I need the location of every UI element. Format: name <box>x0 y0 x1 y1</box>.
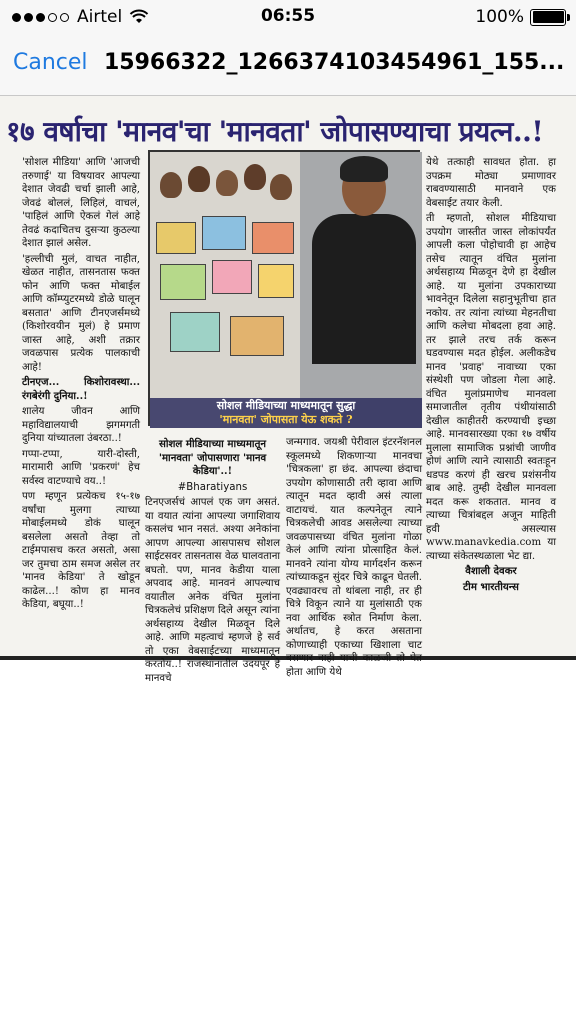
subheading: टीनएज... किशोरावस्था... रंगबेरंगी दुनिया..! <box>22 376 140 402</box>
battery-group <box>475 7 566 27</box>
battery-level <box>533 11 564 23</box>
article-headline: १७ वर्षाचा 'मानव'चा 'मानवता' जोपासण्याचा प्रयत्न..! <box>6 115 544 148</box>
paragraph: शालेय जीवन आणि महाविद्यालयाची झगमगती दुनिया यांच्यातला उंबरठा..! <box>22 406 140 444</box>
battery-percentage: 100% <box>475 7 524 27</box>
image-preview <box>0 96 576 1024</box>
paragraph: गप्पा-टप्पा, यारी-दोस्ती, मारामारी आणि 'प्रकरणं' हेच सर्वस्व वाटण्याचे वय..! <box>22 448 140 487</box>
paragraph: 'हल्लीची मुलं, वाचत नाहीत, खेळत नाहीत, तासनतास फक्त फोन आणि फक्त मोबाईल आणि कॉम्प्युटरमध्ये डोळे घालून बसतात' आणि टीनएजर्समध्ये (किशोरवयीन मुलं) हे प्रमाण जास्त आहे, अशी तक्रार जवळपास प्रत्येक पालकाची आहे! <box>22 253 140 373</box>
navigation-bar <box>0 34 576 96</box>
photo-caption: सोशल मीडियाच्या माध्यमातून सुद्धा 'मानवता' जोपासता येऊ शकते ? <box>150 398 422 428</box>
manav-portrait-photo <box>300 152 422 428</box>
carrier-name: Airtel <box>77 7 123 27</box>
author-name: वैशाली देवकर <box>465 565 517 577</box>
cancel-button[interactable]: Cancel <box>13 50 88 75</box>
battery-icon <box>530 9 566 26</box>
article-photo <box>148 150 420 426</box>
paragraph: पण म्हणून प्रत्येकच १५-१७ वर्षांचा मुलगा त्याच्या मोबाईलमध्ये डोकं घालून बसलेला असतो तेव्हा तो टाईमपासच करत असतो, असा जर तुमचा ठाम समज असेल तर 'मानव केडिया' ते खोडून काढेल...! कोण हा मानव केडिया, बघूया..! <box>22 491 140 610</box>
newspaper-clipping <box>0 96 576 684</box>
article-column-2 <box>145 436 280 684</box>
document-title: 15966322_1266374103454961_155... <box>104 50 565 75</box>
paragraph: टिनएजर्सचं आपलं एक जग असतं. या वयात त्यांना आपल्या जगाशिवाय कसलंच भान नसतं. अश्या अनेकांना आपण आपल्या आसपासच सोशल साईटसवर तासनतास वेळ घालवताना बघतो. पण, मानव केडीया याला अपवाद आहे. मानवनं आपल्याच वयातील अनेक वंचित मुलांना चित्रकलेचं प्रशिक्षण दिले असून त्यांना अर्थसहाय्य देखील मिळवून दिले आहे. आणि महत्वाचं म्हणजे हे सर्व तो एका वेबसाईटच्या माध्यमातून करतोय..! राजस्थानातील उदयपूर हे मानवचे <box>145 497 280 684</box>
paragraph: जन्मगाव. जयश्री पेरीवाल इंटरनॅशनल स्कूलमध्ये शिकणाऱ्या मानवचा 'चित्रकला' हा छंद. आपल्या छंदाचा उपयोग कोणासाठी तरी व्हावा आणि त्यातून मदत व्हावी असं त्याला वाटायचं. यात कल्पनेतून त्याने चित्रकलेची आवड असलेल्या त्याच्या जवळपासच्या वंचित मुलांना गोळा केलं आणि त्यांना प्रोत्साहित केलं. मानवने त्यांना योग्य मार्गदर्शन करून त्यांच्याकडून सुंदर चित्रे काढून घेतली. एवढ्यावरच तो थांबला नाही, तर ही चित्रे विकून त्याने या मुलांसाठी एक नवा आर्थिक स्त्रोत निर्माण केला. अर्थातच, हे करत असताना कोणाच्याही एकाच्या खिशाला चाट बसणार नाही याची काळजी तो घेत होता आणि येथे <box>286 437 422 678</box>
status-bar <box>0 0 576 34</box>
subheading: सोशल मीडियाच्या माध्यमातून 'मानवता' जोपासणारा 'मानव केडिया'..! <box>158 438 267 477</box>
article-column-4 <box>426 156 556 656</box>
children-group-photo <box>150 152 300 428</box>
paragraph: येथे तत्काही सावधत होता. हा उपक्रम मोठ्या प्रमाणावर राबवण्यासाठी मानवाने एक वेबसाईट तयार केली. <box>426 157 556 209</box>
hashtag: #Bharatiyans <box>177 481 248 493</box>
paragraph: 'सोशल मीडिया' आणि 'आजची तरुणाई' या विषयावर आपल्या देशात जेवढी चर्चा झाली आहे, जेवढं बोललं, लिहिलं, वाचलं, 'पाहिलं आणि ऐकलं गेलं आहे तेवढं कदाचितच दुसऱ्या कुठल्या देशात झालं असेल. <box>22 157 140 249</box>
team-name: टीम भारतीयन्स <box>463 580 519 593</box>
paragraph: ती म्हणतो, सोशल मीडियाचा उपयोग जास्तीत जास्त लोकांपर्यंत आपली कला पोहोचावी हा आहेच तसेच त्यातून वंचित मुलांना अर्थसहाय्य मिळवून देणे हा देखील आहे. या मुलांना उपकाराच्या भावनेतून दिलेला सहानुभूतीचा हात नकोय. तर त्यांना त्यांच्या मेहनतीचा आणि कलेचा मोबदला हवा आहे. तर झाले तरच तर्क करून घडवण्यास मदत होईल. अलीकडेच मानव 'प्रवाह' नावाच्या एका संस्थेशी पण जोडला गेला आहे. वंचित मुलांप्रमाणेच मानवला समाजातील तृतीय पंथीयांसाठी देखील काहीतरी करण्याची इच्छा आहे. मानवसारख्या एका १७ वर्षीय मुलाला सामाजिक प्रश्नांची जाणीव होणं आणि त्याने त्यासाठी स्वतःहून धडपड करणं ही खरच प्रशंसनीय बाब आहे. तुम्ही देखील मानवला मदत करू शकतात. मानव व त्याच्या चित्रांबद्दल अजून माहिती हवी असल्यास www.manavkedia.com या त्याच्या संकेतस्थळाला भेट द्या. <box>426 213 556 562</box>
clock: 06:55 <box>260 6 316 26</box>
article-column-3 <box>286 436 422 678</box>
article-column-1 <box>22 156 140 656</box>
